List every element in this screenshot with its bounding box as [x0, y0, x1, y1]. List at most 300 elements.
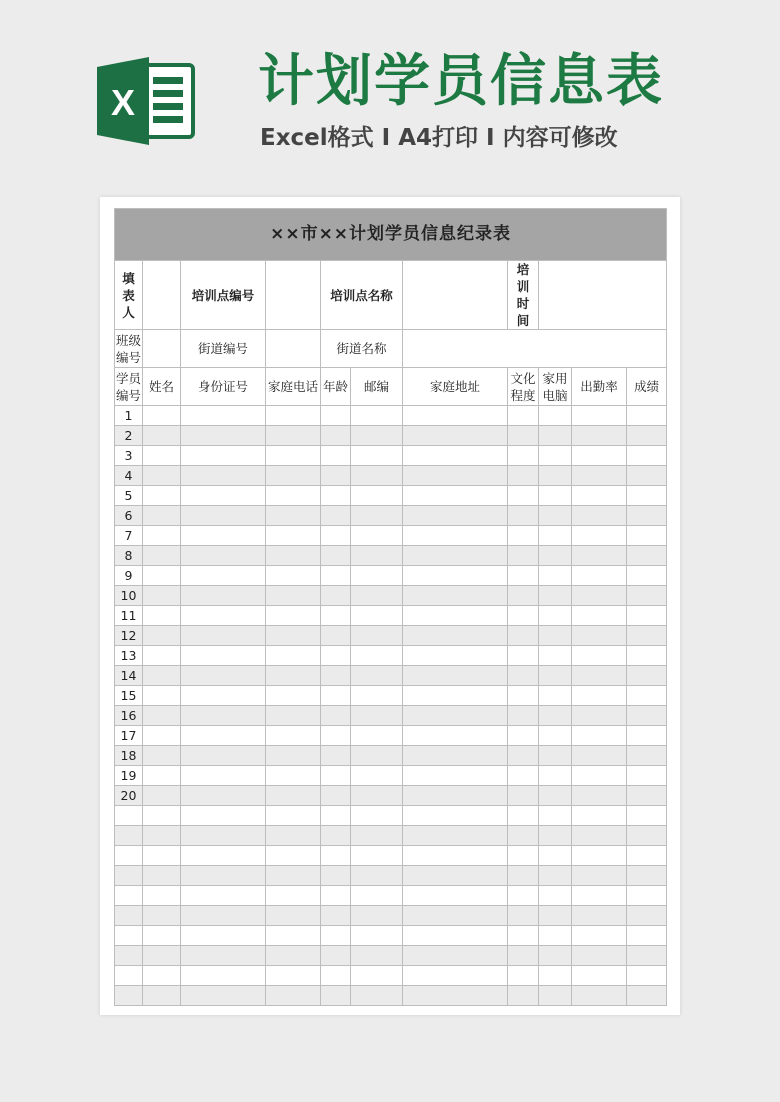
- table-cell[interactable]: [321, 786, 351, 806]
- table-cell[interactable]: [508, 406, 539, 426]
- table-cell[interactable]: [266, 986, 321, 1006]
- table-cell[interactable]: [572, 786, 627, 806]
- table-cell[interactable]: [572, 686, 627, 706]
- table-cell[interactable]: [143, 546, 181, 566]
- table-cell[interactable]: [627, 446, 667, 466]
- table-cell[interactable]: [403, 946, 508, 966]
- table-cell[interactable]: [181, 746, 266, 766]
- table-cell[interactable]: [266, 606, 321, 626]
- table-cell[interactable]: [627, 866, 667, 886]
- table-cell[interactable]: [351, 966, 403, 986]
- table-cell[interactable]: [181, 766, 266, 786]
- table-cell[interactable]: [508, 826, 539, 846]
- table-cell[interactable]: [181, 566, 266, 586]
- table-cell[interactable]: [572, 926, 627, 946]
- table-cell[interactable]: [572, 506, 627, 526]
- table-cell[interactable]: [143, 906, 181, 926]
- table-cell[interactable]: [266, 666, 321, 686]
- table-cell[interactable]: [627, 426, 667, 446]
- table-cell[interactable]: [321, 826, 351, 846]
- table-cell[interactable]: [266, 726, 321, 746]
- table-cell[interactable]: [321, 986, 351, 1006]
- table-cell[interactable]: [266, 786, 321, 806]
- table-cell[interactable]: [508, 446, 539, 466]
- table-cell[interactable]: [321, 926, 351, 946]
- table-cell[interactable]: [181, 686, 266, 706]
- table-cell[interactable]: [508, 766, 539, 786]
- table-cell[interactable]: [539, 426, 572, 446]
- table-cell[interactable]: [403, 446, 508, 466]
- table-cell[interactable]: [321, 606, 351, 626]
- table-cell[interactable]: [351, 626, 403, 646]
- table-cell[interactable]: [627, 526, 667, 546]
- table-cell[interactable]: [181, 666, 266, 686]
- table-cell[interactable]: [627, 406, 667, 426]
- table-cell[interactable]: [539, 846, 572, 866]
- table-cell[interactable]: [266, 586, 321, 606]
- table-cell[interactable]: [266, 846, 321, 866]
- table-cell[interactable]: [539, 946, 572, 966]
- table-cell[interactable]: [266, 966, 321, 986]
- table-cell[interactable]: [508, 846, 539, 866]
- table-cell[interactable]: [321, 806, 351, 826]
- table-cell[interactable]: [143, 486, 181, 506]
- table-cell[interactable]: [143, 586, 181, 606]
- table-cell[interactable]: [539, 806, 572, 826]
- table-cell[interactable]: [403, 566, 508, 586]
- table-cell[interactable]: [572, 606, 627, 626]
- table-cell[interactable]: [403, 466, 508, 486]
- table-cell[interactable]: [321, 866, 351, 886]
- table-cell[interactable]: [627, 826, 667, 846]
- table-cell[interactable]: [266, 926, 321, 946]
- table-cell[interactable]: [266, 566, 321, 586]
- table-cell[interactable]: [508, 886, 539, 906]
- table-cell[interactable]: [508, 526, 539, 546]
- table-cell[interactable]: [539, 406, 572, 426]
- table-cell[interactable]: [572, 866, 627, 886]
- table-cell[interactable]: [321, 706, 351, 726]
- table-cell[interactable]: [572, 626, 627, 646]
- table-cell[interactable]: [351, 946, 403, 966]
- table-cell[interactable]: [321, 566, 351, 586]
- table-cell[interactable]: [627, 486, 667, 506]
- train-time-value[interactable]: [539, 261, 667, 330]
- table-cell[interactable]: [572, 766, 627, 786]
- table-cell[interactable]: [181, 646, 266, 666]
- table-cell[interactable]: [403, 886, 508, 906]
- table-cell[interactable]: [403, 666, 508, 686]
- table-cell[interactable]: [572, 706, 627, 726]
- street-name-value[interactable]: [403, 330, 667, 368]
- table-cell[interactable]: [403, 786, 508, 806]
- table-cell[interactable]: [539, 486, 572, 506]
- table-cell[interactable]: [403, 606, 508, 626]
- table-cell[interactable]: [351, 746, 403, 766]
- table-cell[interactable]: [627, 566, 667, 586]
- table-cell[interactable]: [508, 966, 539, 986]
- table-cell[interactable]: [266, 526, 321, 546]
- table-cell[interactable]: [321, 406, 351, 426]
- table-cell[interactable]: [627, 726, 667, 746]
- table-cell[interactable]: [572, 726, 627, 746]
- table-cell[interactable]: [266, 466, 321, 486]
- table-cell[interactable]: [181, 466, 266, 486]
- table-cell[interactable]: [539, 986, 572, 1006]
- table-cell[interactable]: [572, 466, 627, 486]
- table-cell[interactable]: [508, 606, 539, 626]
- table-cell[interactable]: [266, 886, 321, 906]
- street-no-value[interactable]: [266, 330, 321, 368]
- table-cell[interactable]: [539, 746, 572, 766]
- table-cell[interactable]: [508, 566, 539, 586]
- table-cell[interactable]: [403, 846, 508, 866]
- table-cell[interactable]: [508, 786, 539, 806]
- table-cell[interactable]: [539, 526, 572, 546]
- table-cell[interactable]: [351, 926, 403, 946]
- table-cell[interactable]: [508, 686, 539, 706]
- table-cell[interactable]: [143, 886, 181, 906]
- table-cell[interactable]: [539, 826, 572, 846]
- table-cell[interactable]: [351, 986, 403, 1006]
- table-cell[interactable]: [266, 706, 321, 726]
- table-cell[interactable]: [351, 566, 403, 586]
- table-cell[interactable]: [572, 646, 627, 666]
- table-cell[interactable]: [572, 826, 627, 846]
- table-cell[interactable]: [143, 786, 181, 806]
- table-cell[interactable]: [143, 646, 181, 666]
- table-cell[interactable]: [351, 826, 403, 846]
- table-cell[interactable]: [351, 806, 403, 826]
- class-no-value[interactable]: [143, 330, 181, 368]
- table-cell[interactable]: [627, 546, 667, 566]
- table-cell[interactable]: [181, 606, 266, 626]
- table-cell[interactable]: [403, 866, 508, 886]
- table-cell[interactable]: [143, 466, 181, 486]
- table-cell[interactable]: [181, 966, 266, 986]
- table-cell[interactable]: [403, 906, 508, 926]
- table-cell[interactable]: [321, 966, 351, 986]
- table-cell[interactable]: [181, 806, 266, 826]
- table-cell[interactable]: [143, 806, 181, 826]
- table-cell[interactable]: [627, 786, 667, 806]
- table-cell[interactable]: [508, 706, 539, 726]
- table-cell[interactable]: [627, 466, 667, 486]
- table-cell[interactable]: [508, 646, 539, 666]
- table-cell[interactable]: [572, 526, 627, 546]
- table-cell[interactable]: [321, 906, 351, 926]
- table-cell[interactable]: [351, 666, 403, 686]
- table-cell[interactable]: [143, 846, 181, 866]
- table-cell[interactable]: [539, 466, 572, 486]
- table-cell[interactable]: [403, 506, 508, 526]
- table-cell[interactable]: [508, 946, 539, 966]
- table-cell[interactable]: [181, 486, 266, 506]
- table-cell[interactable]: [351, 546, 403, 566]
- table-cell[interactable]: [627, 646, 667, 666]
- table-cell[interactable]: [321, 846, 351, 866]
- table-cell[interactable]: [403, 766, 508, 786]
- table-cell[interactable]: [403, 926, 508, 946]
- table-cell[interactable]: [143, 666, 181, 686]
- table-cell[interactable]: [181, 906, 266, 926]
- table-cell[interactable]: [539, 646, 572, 666]
- table-cell[interactable]: [403, 646, 508, 666]
- table-cell[interactable]: [403, 406, 508, 426]
- table-cell[interactable]: [351, 706, 403, 726]
- table-cell[interactable]: [351, 886, 403, 906]
- table-cell[interactable]: [627, 966, 667, 986]
- table-cell[interactable]: [572, 846, 627, 866]
- table-cell[interactable]: [508, 586, 539, 606]
- table-cell[interactable]: [143, 946, 181, 966]
- table-cell[interactable]: [351, 446, 403, 466]
- table-cell[interactable]: [266, 646, 321, 666]
- table-cell[interactable]: [143, 826, 181, 846]
- table-cell[interactable]: [403, 686, 508, 706]
- table-cell[interactable]: [539, 626, 572, 646]
- table-cell[interactable]: [321, 526, 351, 546]
- table-cell[interactable]: [403, 526, 508, 546]
- table-cell[interactable]: [321, 686, 351, 706]
- table-cell[interactable]: [539, 886, 572, 906]
- table-cell[interactable]: [321, 766, 351, 786]
- table-cell[interactable]: [403, 706, 508, 726]
- table-cell[interactable]: [627, 586, 667, 606]
- table-cell[interactable]: [508, 866, 539, 886]
- table-cell[interactable]: [572, 666, 627, 686]
- filler-value[interactable]: [143, 261, 181, 330]
- table-cell[interactable]: [403, 626, 508, 646]
- table-cell[interactable]: [627, 806, 667, 826]
- table-cell[interactable]: [321, 646, 351, 666]
- table-cell[interactable]: [627, 746, 667, 766]
- table-cell[interactable]: [539, 926, 572, 946]
- table-cell[interactable]: [321, 946, 351, 966]
- table-cell[interactable]: [321, 426, 351, 446]
- table-cell[interactable]: [143, 566, 181, 586]
- table-cell[interactable]: [266, 406, 321, 426]
- table-cell[interactable]: [321, 586, 351, 606]
- table-cell[interactable]: [266, 766, 321, 786]
- table-cell[interactable]: [143, 706, 181, 726]
- table-cell[interactable]: [266, 906, 321, 926]
- table-cell[interactable]: [143, 406, 181, 426]
- table-cell[interactable]: [266, 686, 321, 706]
- table-cell[interactable]: [627, 926, 667, 946]
- table-cell[interactable]: [181, 586, 266, 606]
- table-cell[interactable]: [143, 526, 181, 546]
- table-cell[interactable]: [321, 726, 351, 746]
- table-cell[interactable]: [351, 686, 403, 706]
- table-cell[interactable]: [266, 826, 321, 846]
- table-cell[interactable]: [181, 986, 266, 1006]
- table-cell[interactable]: [181, 726, 266, 746]
- table-cell[interactable]: [539, 586, 572, 606]
- table-cell[interactable]: [351, 846, 403, 866]
- table-cell[interactable]: [321, 506, 351, 526]
- table-cell[interactable]: [627, 906, 667, 926]
- table-cell[interactable]: [266, 506, 321, 526]
- table-cell[interactable]: [539, 446, 572, 466]
- table-cell[interactable]: [351, 606, 403, 626]
- table-cell[interactable]: [181, 446, 266, 466]
- table-cell[interactable]: [351, 906, 403, 926]
- table-cell[interactable]: [572, 986, 627, 1006]
- table-cell[interactable]: [181, 826, 266, 846]
- table-cell[interactable]: [627, 886, 667, 906]
- table-cell[interactable]: [321, 666, 351, 686]
- table-cell[interactable]: [181, 506, 266, 526]
- site-no-value[interactable]: [266, 261, 321, 330]
- table-cell[interactable]: [539, 906, 572, 926]
- table-cell[interactable]: [539, 506, 572, 526]
- table-cell[interactable]: [351, 486, 403, 506]
- table-cell[interactable]: [572, 886, 627, 906]
- table-cell[interactable]: [572, 486, 627, 506]
- table-cell[interactable]: [403, 486, 508, 506]
- table-cell[interactable]: [403, 966, 508, 986]
- table-cell[interactable]: [627, 766, 667, 786]
- table-cell[interactable]: [351, 466, 403, 486]
- table-cell[interactable]: [143, 426, 181, 446]
- table-cell[interactable]: [539, 546, 572, 566]
- table-cell[interactable]: [508, 726, 539, 746]
- table-cell[interactable]: [181, 426, 266, 446]
- table-cell[interactable]: [508, 986, 539, 1006]
- table-cell[interactable]: [266, 446, 321, 466]
- table-cell[interactable]: [143, 606, 181, 626]
- table-cell[interactable]: [181, 866, 266, 886]
- table-cell[interactable]: [572, 426, 627, 446]
- table-cell[interactable]: [266, 486, 321, 506]
- table-cell[interactable]: [627, 606, 667, 626]
- table-cell[interactable]: [266, 626, 321, 646]
- table-cell[interactable]: [508, 626, 539, 646]
- table-cell[interactable]: [403, 806, 508, 826]
- site-name-value[interactable]: [403, 261, 508, 330]
- table-cell[interactable]: [508, 426, 539, 446]
- table-cell[interactable]: [143, 626, 181, 646]
- table-cell[interactable]: [321, 486, 351, 506]
- table-cell[interactable]: [403, 586, 508, 606]
- table-cell[interactable]: [181, 406, 266, 426]
- table-cell[interactable]: [539, 666, 572, 686]
- table-cell[interactable]: [351, 526, 403, 546]
- table-cell[interactable]: [627, 666, 667, 686]
- table-cell[interactable]: [321, 446, 351, 466]
- table-cell[interactable]: [321, 886, 351, 906]
- table-cell[interactable]: [266, 426, 321, 446]
- table-cell[interactable]: [321, 746, 351, 766]
- table-cell[interactable]: [508, 926, 539, 946]
- table-cell[interactable]: [181, 846, 266, 866]
- table-cell[interactable]: [539, 606, 572, 626]
- table-cell[interactable]: [572, 586, 627, 606]
- table-cell[interactable]: [627, 986, 667, 1006]
- table-cell[interactable]: [266, 806, 321, 826]
- table-cell[interactable]: [351, 766, 403, 786]
- table-cell[interactable]: [321, 466, 351, 486]
- table-cell[interactable]: [181, 526, 266, 546]
- table-cell[interactable]: [572, 806, 627, 826]
- table-cell[interactable]: [143, 506, 181, 526]
- table-cell[interactable]: [143, 926, 181, 946]
- table-cell[interactable]: [403, 726, 508, 746]
- table-cell[interactable]: [321, 626, 351, 646]
- table-cell[interactable]: [351, 506, 403, 526]
- table-cell[interactable]: [181, 926, 266, 946]
- table-cell[interactable]: [181, 786, 266, 806]
- table-cell[interactable]: [351, 586, 403, 606]
- table-cell[interactable]: [572, 406, 627, 426]
- table-cell[interactable]: [572, 946, 627, 966]
- table-cell[interactable]: [403, 746, 508, 766]
- table-cell[interactable]: [351, 406, 403, 426]
- table-cell[interactable]: [572, 566, 627, 586]
- table-cell[interactable]: [143, 986, 181, 1006]
- table-cell[interactable]: [508, 546, 539, 566]
- table-cell[interactable]: [403, 546, 508, 566]
- table-cell[interactable]: [143, 866, 181, 886]
- table-cell[interactable]: [143, 966, 181, 986]
- table-cell[interactable]: [181, 706, 266, 726]
- table-cell[interactable]: [403, 426, 508, 446]
- table-cell[interactable]: [321, 546, 351, 566]
- table-cell[interactable]: [627, 686, 667, 706]
- table-cell[interactable]: [572, 906, 627, 926]
- table-cell[interactable]: [508, 466, 539, 486]
- table-cell[interactable]: [539, 566, 572, 586]
- table-cell[interactable]: [143, 446, 181, 466]
- table-cell[interactable]: [508, 806, 539, 826]
- table-cell[interactable]: [508, 506, 539, 526]
- table-cell[interactable]: [539, 766, 572, 786]
- table-cell[interactable]: [143, 726, 181, 746]
- table-cell[interactable]: [143, 746, 181, 766]
- table-cell[interactable]: [508, 666, 539, 686]
- table-cell[interactable]: [181, 626, 266, 646]
- table-cell[interactable]: [572, 966, 627, 986]
- table-cell[interactable]: [627, 506, 667, 526]
- table-cell[interactable]: [627, 706, 667, 726]
- table-cell[interactable]: [403, 986, 508, 1006]
- table-cell[interactable]: [539, 706, 572, 726]
- table-cell[interactable]: [181, 886, 266, 906]
- table-cell[interactable]: [351, 426, 403, 446]
- table-cell[interactable]: [143, 766, 181, 786]
- table-cell[interactable]: [266, 746, 321, 766]
- table-cell[interactable]: [627, 626, 667, 646]
- table-cell[interactable]: [539, 686, 572, 706]
- table-cell[interactable]: [627, 846, 667, 866]
- table-cell[interactable]: [351, 726, 403, 746]
- table-cell[interactable]: [351, 646, 403, 666]
- table-cell[interactable]: [181, 546, 266, 566]
- table-cell[interactable]: [143, 686, 181, 706]
- table-cell[interactable]: [181, 946, 266, 966]
- table-cell[interactable]: [572, 746, 627, 766]
- table-cell[interactable]: [572, 546, 627, 566]
- table-cell[interactable]: [539, 866, 572, 886]
- table-cell[interactable]: [572, 446, 627, 466]
- table-cell[interactable]: [266, 946, 321, 966]
- table-cell[interactable]: [539, 966, 572, 986]
- table-cell[interactable]: [508, 486, 539, 506]
- table-cell[interactable]: [508, 746, 539, 766]
- table-cell[interactable]: [403, 826, 508, 846]
- table-cell[interactable]: [508, 906, 539, 926]
